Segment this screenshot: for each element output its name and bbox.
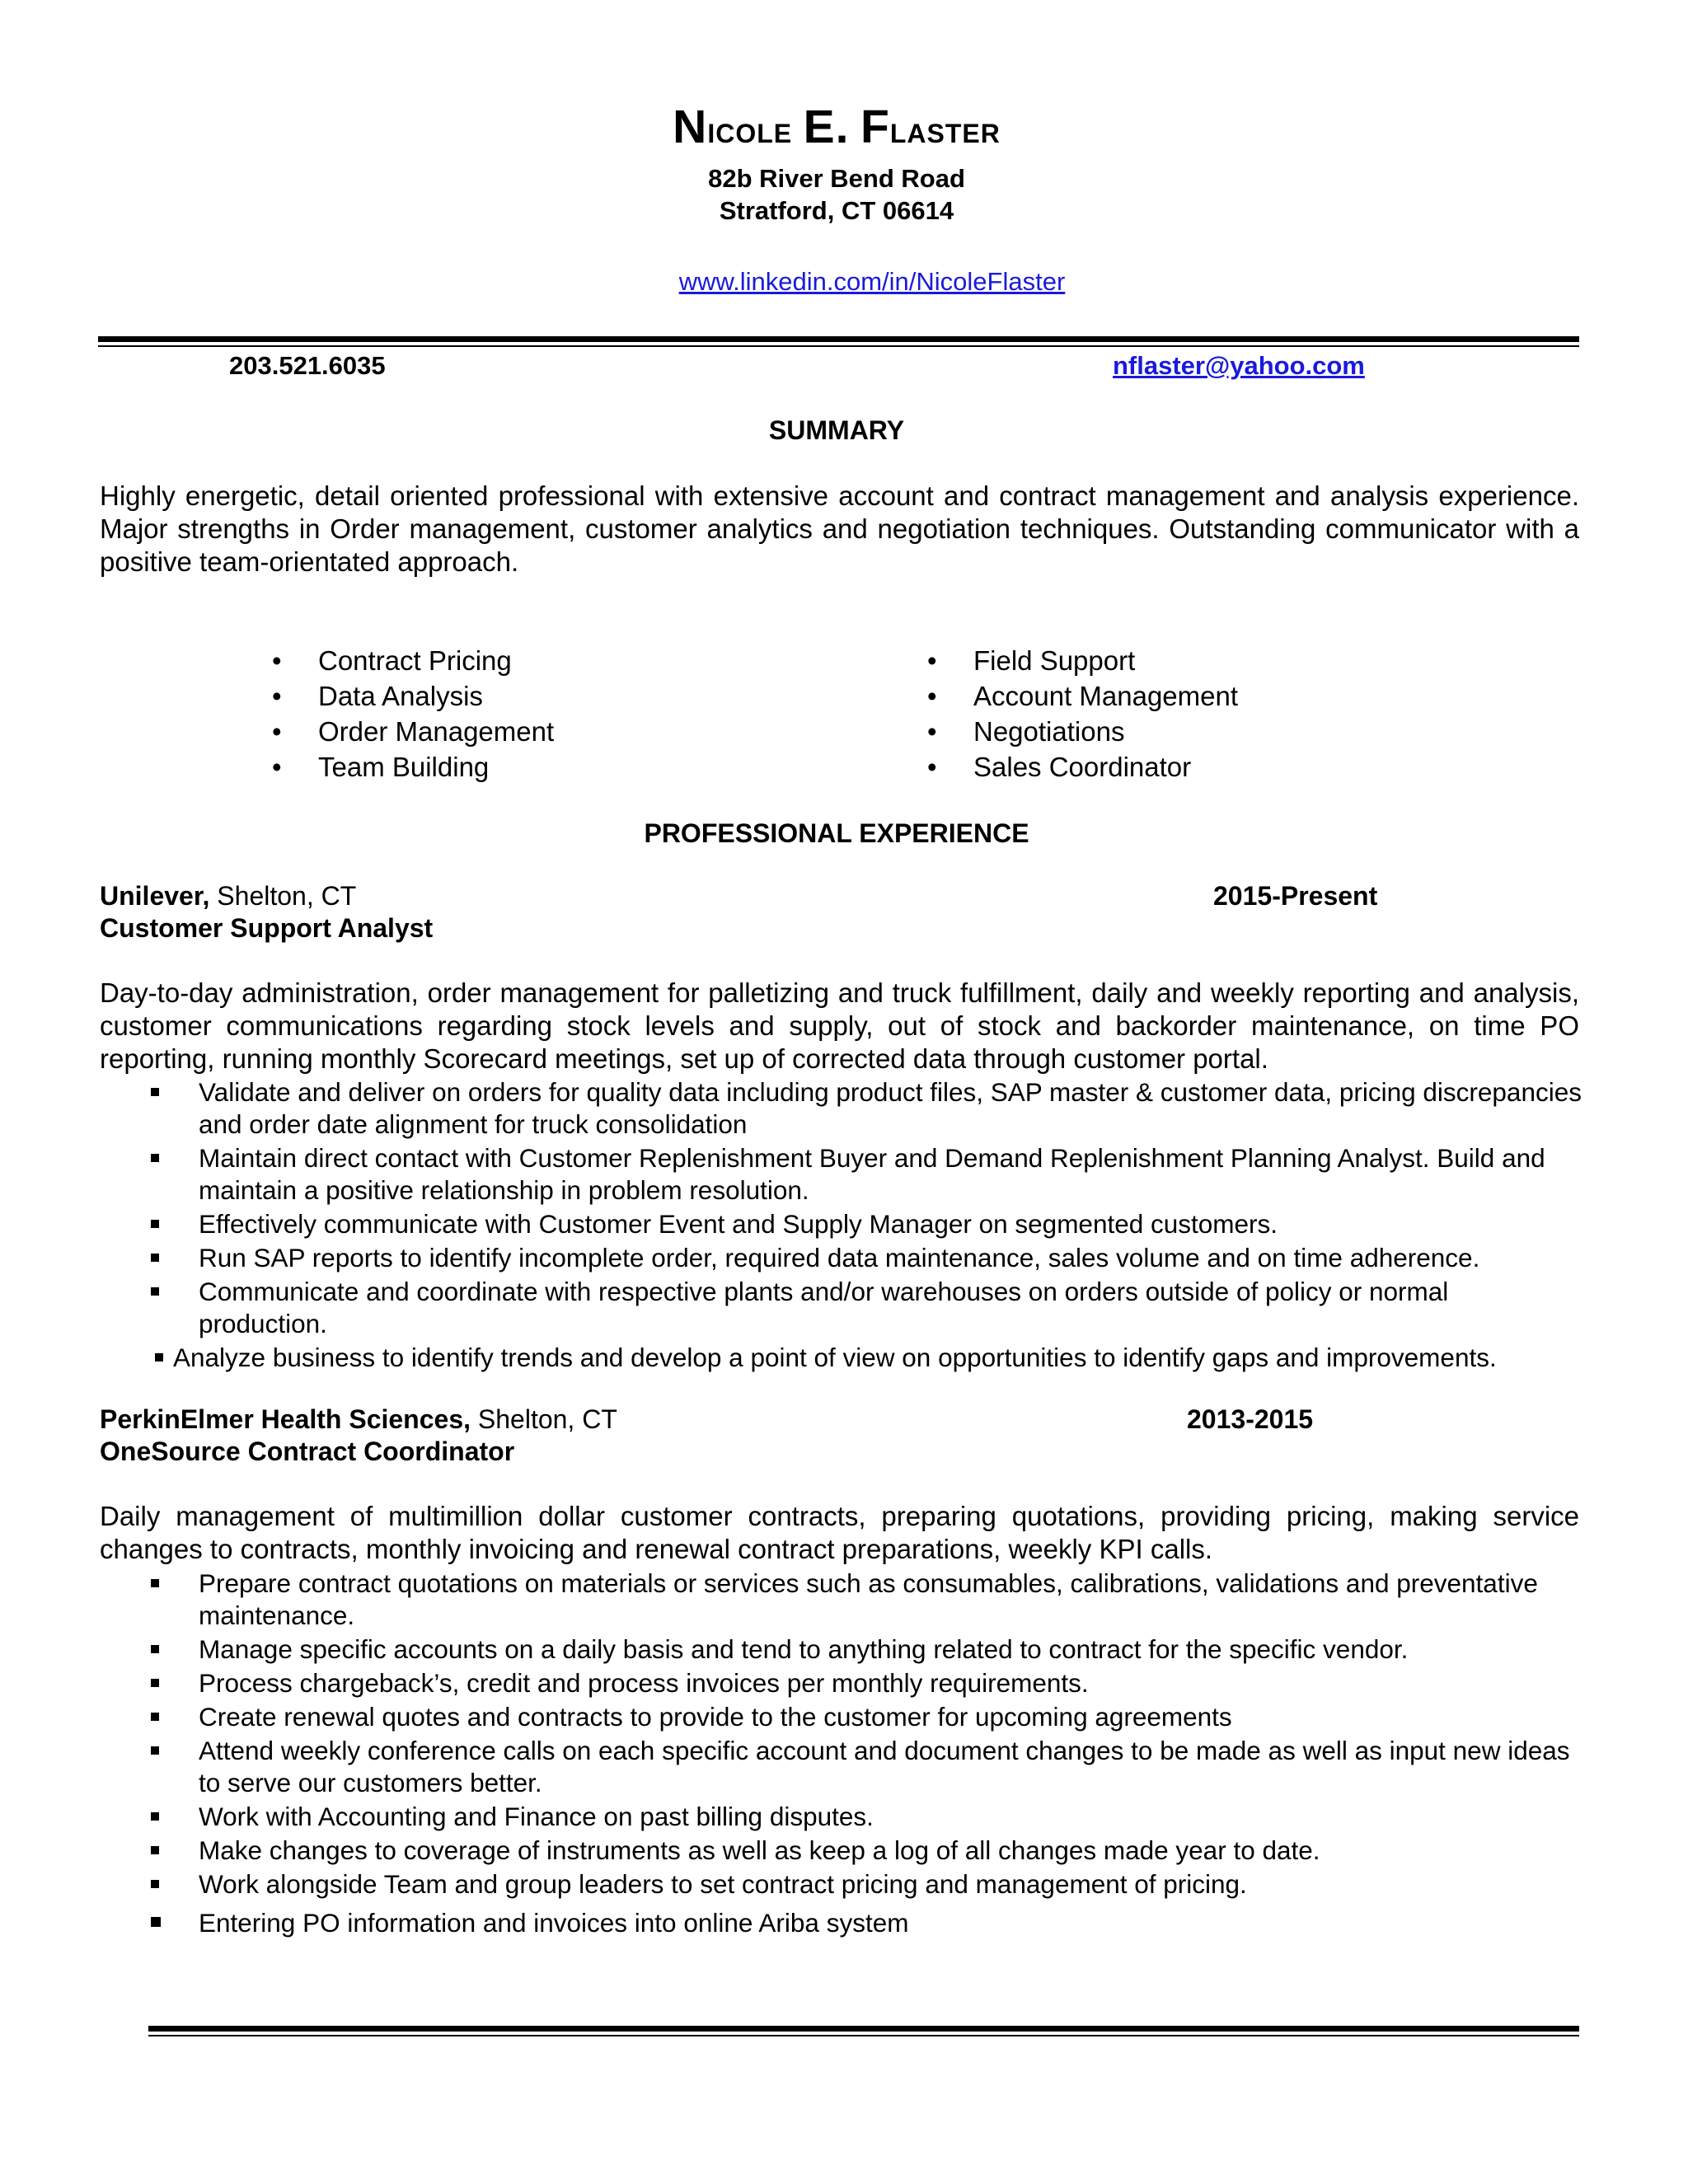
list-item: Make changes to coverage of instruments as well as keep a log of all changes made year to date.	[100, 1835, 1583, 1867]
skill-item: • Order Management	[318, 714, 813, 749]
bullet-icon: •	[927, 752, 937, 782]
list-item: Validate and deliver on orders for quality data including product files, SAP master & customer data, pricing discrepancies and order date alignment for truck consolidation	[100, 1076, 1583, 1141]
email-link[interactable]: nflaster@yahoo.com	[1113, 351, 1365, 380]
job-2-role: OneSource Contract Coordinator	[100, 1436, 515, 1466]
square-bullet-icon	[151, 1746, 159, 1755]
skills-right-list	[927, 643, 1468, 785]
square-bullet-icon	[151, 1254, 159, 1262]
address-line-1: 82b River Bend Road	[708, 164, 965, 193]
list-item: Process chargeback’s, credit and process invoices per monthly requirements.	[100, 1667, 1583, 1699]
skill-item: • Field Support	[973, 643, 1468, 678]
skill-item: • Team Building	[318, 749, 813, 785]
skill-item: • Sales Coordinator	[973, 749, 1468, 785]
square-bullet-icon	[151, 1812, 159, 1821]
square-bullet-icon	[151, 1645, 159, 1653]
linkedin-link[interactable]: www.linkedin.com/in/NicoleFlaster	[678, 267, 1066, 296]
job-1-role: Customer Support Analyst	[100, 913, 434, 943]
header-rule-thin	[98, 345, 1579, 347]
square-bullet-icon	[151, 1088, 159, 1096]
list-item: Work with Accounting and Finance on past billing disputes.	[100, 1801, 1583, 1833]
list-item: Work alongside Team and group leaders to set contract pricing and management of pricing.	[100, 1868, 1583, 1900]
name-last-rest: laster	[889, 109, 1001, 151]
square-bullet-icon	[151, 1880, 159, 1888]
bullet-icon: •	[272, 681, 282, 711]
square-bullet-icon	[151, 1287, 159, 1296]
name-first-initial: N	[673, 101, 708, 153]
list-item: Create renewal quotes and contracts to provide to the customer for upcoming agreements	[100, 1701, 1583, 1733]
phone-number: 203.521.6035	[229, 351, 386, 380]
skill-item: • Account Management	[973, 678, 1468, 714]
summary-heading: SUMMARY	[768, 415, 905, 445]
list-item: Entering PO information and invoices into online Ariba system	[100, 1907, 1583, 1939]
job-1-location: Shelton, CT	[209, 881, 357, 911]
list-item: Prepare contract quotations on materials or services such as consumables, calibrations, validations and preventative maintenance.	[100, 1568, 1583, 1632]
summary-text: Highly energetic, detail oriented professional with extensive account and contract management and analysis experience. Major strengths in Order management, customer analytics and negotiation techniques. Outstanding communicator with a positive team-orientated approach.	[100, 480, 1579, 577]
job-2-description: Daily management of multimillion dollar customer contracts, preparing quotations, providing pricing, making service changes to contracts, monthly invoicing and renewal contract preparations, weekly KPI calls.	[100, 1501, 1579, 1564]
job-2-bullets	[100, 1568, 1583, 1941]
skill-item: • Contract Pricing	[318, 643, 813, 678]
list-item: Run SAP reports to identify incomplete order, required data maintenance, sales volume and on time adherence.	[100, 1242, 1583, 1274]
job-2-dates: 2013-2015	[1187, 1404, 1314, 1434]
square-bullet-icon	[151, 1917, 161, 1927]
bullet-icon: •	[272, 752, 282, 782]
square-bullet-icon	[151, 1579, 159, 1587]
skills-left-list	[272, 643, 813, 785]
job-1-employer	[100, 880, 356, 912]
bullet-icon: •	[927, 645, 937, 676]
list-item: Analyze business to identify trends and develop a point of view on opportunities to identify gaps and improvements.	[100, 1342, 1583, 1374]
footer-rule-thin	[148, 2035, 1579, 2036]
header-rule-thick	[98, 336, 1579, 342]
square-bullet-icon	[155, 1353, 163, 1361]
email-line	[1113, 349, 1365, 382]
square-bullet-icon	[151, 1713, 159, 1721]
square-bullet-icon	[151, 1679, 159, 1687]
job-2-company: PerkinElmer Health Sciences,	[100, 1404, 471, 1434]
name-last-initial: F	[860, 101, 890, 153]
bullet-icon: •	[272, 645, 282, 676]
list-item: Maintain direct contact with Customer Replenishment Buyer and Demand Replenishment Planning Analyst. Build and maintain a positive relationship in problem resolution.	[100, 1142, 1583, 1207]
name-middle: E.	[803, 101, 850, 153]
square-bullet-icon	[151, 1154, 159, 1162]
bullet-icon: •	[927, 716, 937, 747]
bullet-icon: •	[272, 716, 282, 747]
skill-item: • Data Analysis	[318, 678, 813, 714]
experience-heading: PROFESSIONAL EXPERIENCE	[644, 818, 1029, 848]
job-1-dates: 2015-Present	[1213, 881, 1378, 911]
skill-item: • Negotiations	[973, 714, 1468, 749]
job-2-location: Shelton, CT	[471, 1404, 617, 1434]
name-first-rest: icole	[707, 109, 793, 151]
list-item: Attend weekly conference calls on each specific account and document changes to be made as well as input new ideas to serve our customers better.	[100, 1735, 1583, 1799]
job-1-company: Unilever,	[100, 881, 210, 911]
candidate-name	[0, 101, 1673, 157]
job-2-employer	[100, 1404, 617, 1436]
job-1-bullets	[100, 1076, 1583, 1376]
square-bullet-icon	[151, 1220, 159, 1228]
job-1-description: Day-to-day administration, order management for palletizing and truck fulfillment, daily and weekly reporting and analysis, customer communications regarding stock levels and supply, out of stock and backorder maintenance, on time PO reporting, running monthly Scorecard meetings, set up of corrected data through customer portal.	[100, 977, 1579, 1074]
list-item: Communicate and coordinate with respective plants and/or warehouses on orders outside of policy or normal production.	[100, 1276, 1583, 1340]
list-item: Effectively communicate with Customer Event and Supply Manager on segmented customers.	[100, 1208, 1583, 1240]
list-item: Manage specific accounts on a daily basis and tend to anything related to contract for the specific vendor.	[100, 1633, 1583, 1666]
address-line-2: Stratford, CT 06614	[719, 196, 954, 225]
footer-rule-thick	[148, 2026, 1579, 2032]
linkedin-line	[0, 265, 1688, 298]
square-bullet-icon	[151, 1846, 159, 1854]
bullet-icon: •	[927, 681, 937, 711]
